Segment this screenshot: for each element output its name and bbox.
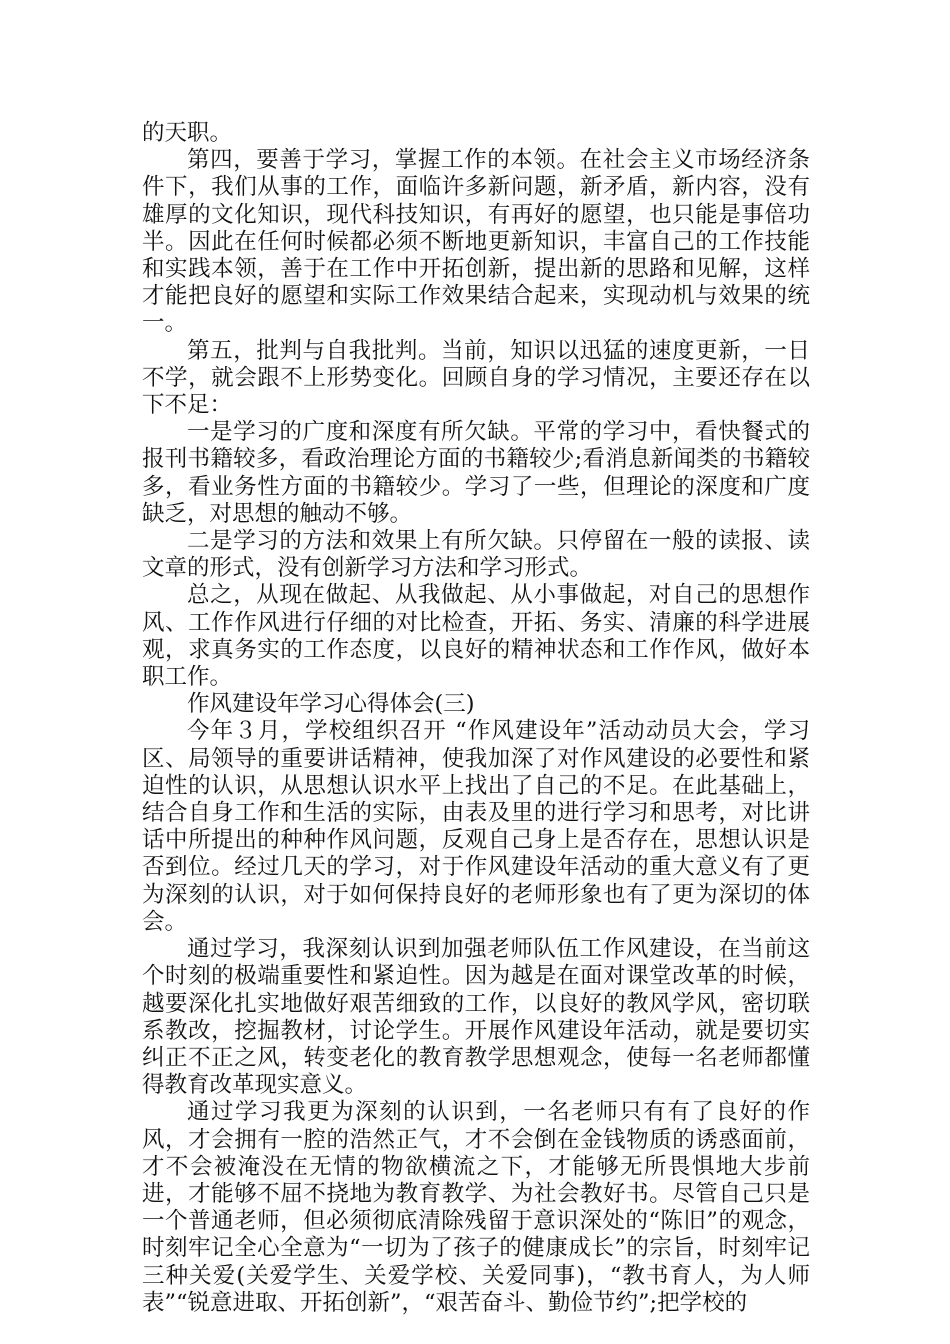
paragraph: 二是学习的方法和效果上有所欠缺。只停留在一般的读报、读文章的形式，没有创新学习方法和学习形式。 [142,528,810,582]
paragraph: 今年３月，学校组织召开 “作风建设年”活动动员大会，学习区、局领导的重要讲话精神，使我加深了对作风建设的必要性和紧迫性的认识，从思想认识水平上找出了自己的不足。在此基础上，结合自身工作和生活的实际，由表及里的进行学习和思考，对比讲话中所提出的种种作风问题，反观自己身上是否存在，思想认识是否到位。经过几天的学习，对于作风建设年活动的重大意义有了更为深刻的认识，对于如何保持良好的老师形象也有了更为深切的体会。 [142,718,810,935]
paragraph: 第四，要善于学习，掌握工作的本领。在社会主义市场经济条件下，我们从事的工作，面临许多新问题，新矛盾，新内容，没有雄厚的文化知识，现代科技知识，有再好的愿望，也只能是事倍功半。因此在任何时候都必须不断地更新知识，丰富自己的工作技能和实践本领，善于在工作中开拓创新，提出新的思路和见解，这样才能把良好的愿望和实际工作效果结合起来，实现动机与效果的统一。 [142,147,810,337]
document-body [142,120,810,1317]
paragraph: 通过学习，我深刻认识到加强老师队伍工作风建设，在当前这个时刻的极端重要性和紧迫性。因为越是在面对课堂改革的时候，越要深化扎实地做好艰苦细致的工作，以良好的教风学风，密切联系教改，挖掘教材，讨论学生。开展作风建设年活动，就是要切实纠正不正之风，转变老化的教育教学思想观念，使每一名老师都懂得教育改革现实意义。 [142,936,810,1099]
paragraph: 第五，批判与自我批判。当前，知识以迅猛的速度更新，一日不学，就会跟不上形势变化。回顾自身的学习情况，主要还存在以下不足： [142,337,810,419]
paragraph: 总之，从现在做起、从我做起、从小事做起，对自己的思想作风、工作作风进行仔细的对比检查，开拓、务实、清廉的科学进展观，求真务实的工作态度，以良好的精神状态和工作作风，做好本职工作。 [142,582,810,691]
paragraph: 的天职。 [142,120,233,146]
paragraph: 通过学习我更为深刻的认识到，一名老师只有有了良好的作风，才会拥有一腔的浩然正气，才不会倒在金钱物质的诱惑面前，才不会被淹没在无情的物欲横流之下，才能够无所畏惧地大步前进，才能够不屈不挠地为教育教学、为社会教好书。尽管自己只是一个普通老师，但必须彻底清除残留于意识深处的“陈旧”的观念，时刻牢记全心全意为“一切为了孩子的健康成长”的宗旨，时刻牢记三种关爱(关爱学生、关爱学校、关爱同事)，“教书育人，为人师表”“锐意进取、开拓创新”，“艰苦奋斗、勤俭节约”;把学校的 [142,1099,810,1316]
paragraph: 一是学习的广度和深度有所欠缺。平常的学习中，看快餐式的报刊书籍较多，看政治理论方面的书籍较少;看消息新闻类的书籍较多，看业务性方面的书籍较少。学习了一些，但理论的深度和广度缺乏，对思想的触动不够。 [142,419,810,527]
section-heading: 作风建设年学习心得体会(三) [187,691,475,718]
